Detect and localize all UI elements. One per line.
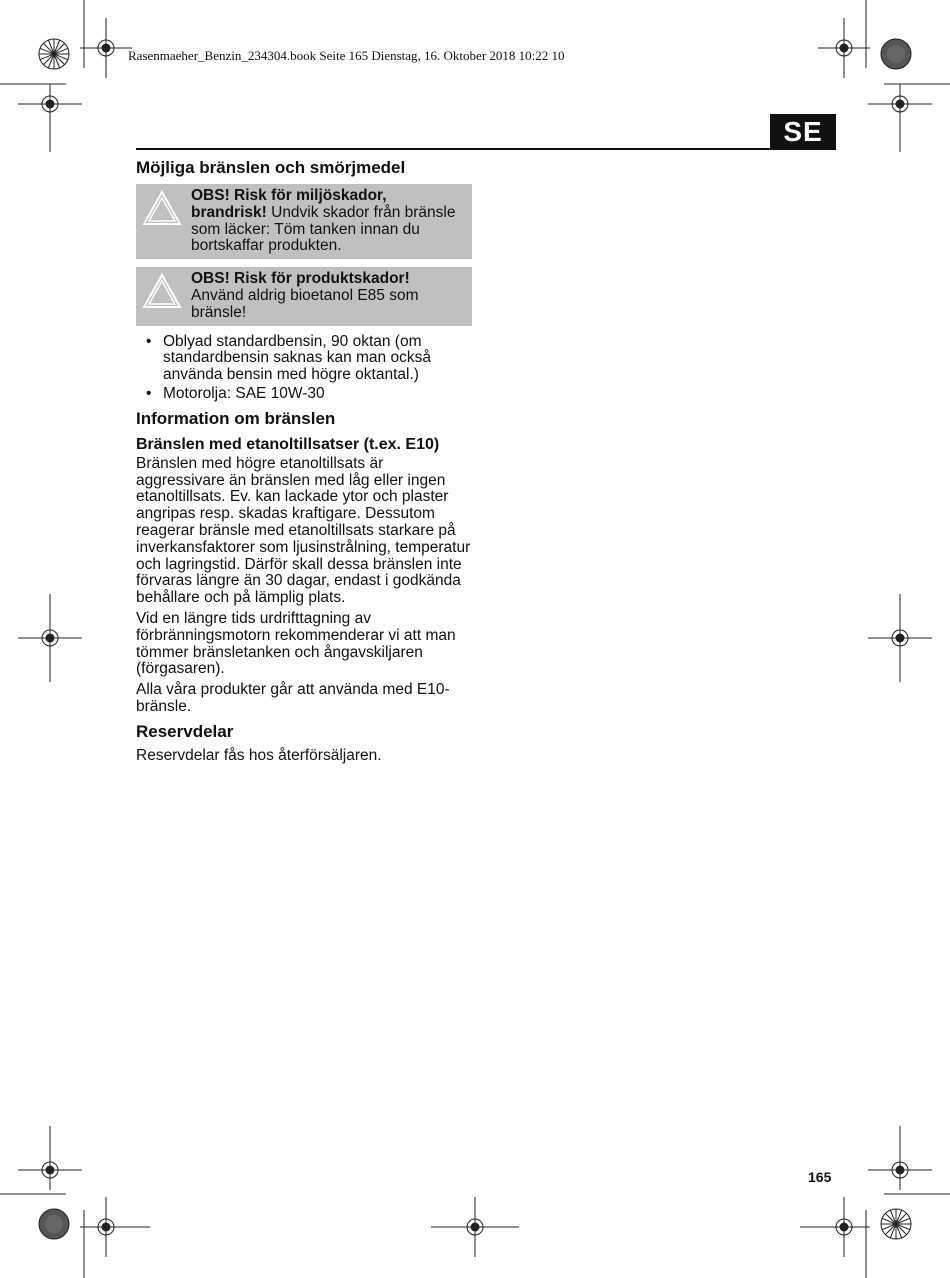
page-number: 165 xyxy=(808,1169,832,1185)
paragraph: Vid en längre tids urdrifttagning av förbränningsmotorn rekommenderar vi att man tömmer bränsletanken och ångavskiljaren (förgasaren). xyxy=(136,609,456,678)
paragraph: Reservdelar fås hos återförsäljaren. xyxy=(136,746,382,764)
list-item: • Motorolja: SAE 10W-30 xyxy=(136,386,472,403)
running-head: Rasenmaeher_Benzin_234304.book Seite 165 Dienstag, 16. Oktober 2018 10:22 10 xyxy=(128,48,565,63)
language-tab: SE xyxy=(770,114,836,150)
warning-box-environment xyxy=(136,184,472,259)
warning-box-product xyxy=(136,267,472,325)
warning-text: Använd aldrig bioetanol E85 som bränsle! xyxy=(191,286,419,321)
paragraph: Bränslen med högre etanoltillsats är aggressivare än bränslen med låg eller ingen etanoltillsats. Ev. kan lackade ytor och plaster angripas resp. skadas kraftigare. Dessutom reagerar bränsle med etanoltillsats starkare på inverkansfaktorer som ljusinstrålning, temperatur och lagringstid. Därför skall dessa bränslen inte förvaras längre än 30 dagar, endast i godkända behållare och på lämplig plats. xyxy=(136,454,471,607)
warning-title: OBS! Risk för miljöskador, brandrisk! xyxy=(191,187,387,221)
content-column xyxy=(136,158,472,769)
fuel-list xyxy=(136,334,472,403)
list-item: • Oblyad standardbensin, 90 oktan (om standardbensin saknas kan man också använda bensin med högre oktantal.) xyxy=(136,334,472,384)
warning-triangle-icon xyxy=(142,273,182,309)
header-rule xyxy=(136,148,770,150)
section-title-parts: Reservdelar xyxy=(136,721,234,741)
paragraph: Alla våra produkter går att använda med E10-bränsle. xyxy=(136,681,450,715)
section-title-fuels: Möjliga bränslen och smörjmedel xyxy=(136,158,406,177)
subsection-title-ethanol: Bränslen med etanoltillsatser (t.ex. E10) xyxy=(136,435,440,453)
warning-triangle-icon xyxy=(142,190,182,226)
warning-text: Undvik skador från bränsle som läcker: Töm tanken innan du bortskaffar produkten. xyxy=(191,203,456,255)
warning-title: OBS! Risk för produktskador! xyxy=(191,270,410,288)
section-title-info: Information om bränslen xyxy=(136,408,336,428)
